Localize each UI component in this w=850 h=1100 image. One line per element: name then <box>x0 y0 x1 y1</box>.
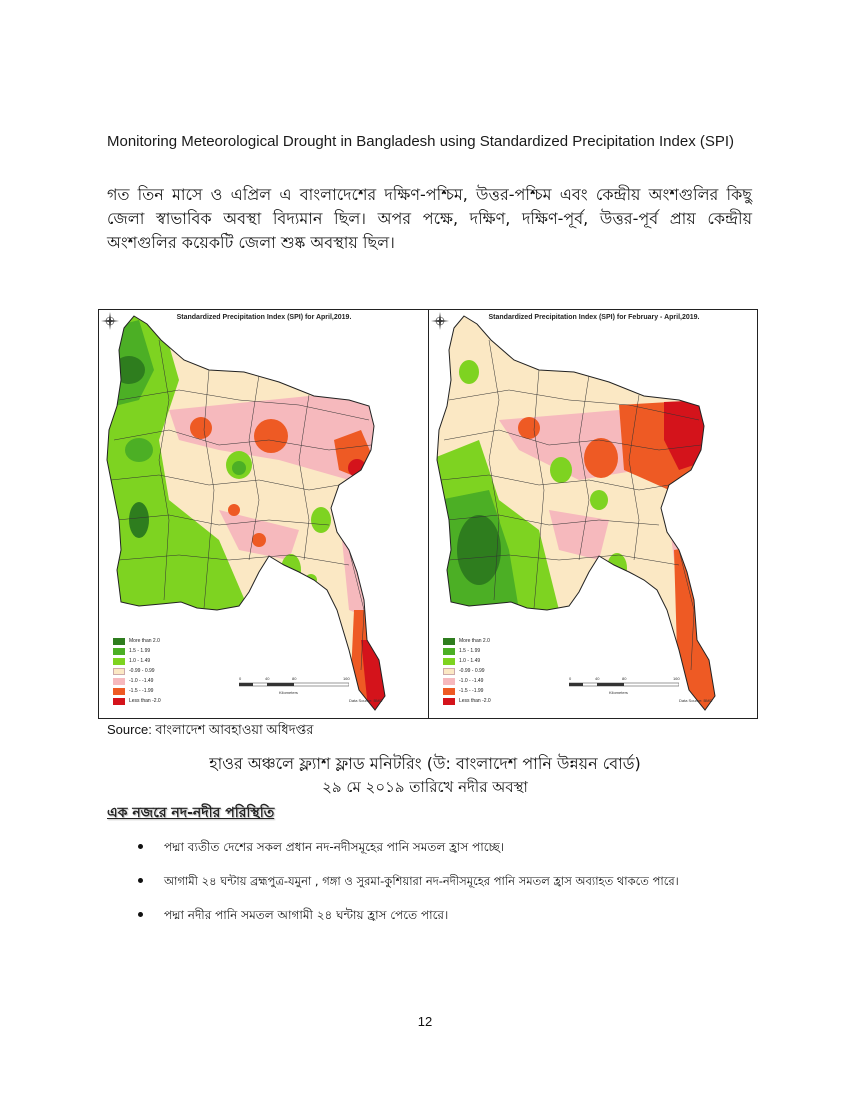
legend-label: Less than -2.0 <box>129 698 161 704</box>
scale-bar-graphic <box>569 682 679 688</box>
list-item-text: পদ্মা ব্যতীত দেশের সকল প্রধান নদ-নদীসমূহের পানি সমতল হ্রাস পাচ্ছে। <box>164 840 505 854</box>
list-item-text: আগামী ২৪ ঘন্টায় ব্রহ্মপুত্র-যমুনা , গঙ্গা ও সুরমা-কুশিয়ারা নদ-নদীসমূহের পানি সমতল হ্রাস অব্যাহত থাকতে পারে। <box>164 874 679 888</box>
bullet-icon <box>138 844 143 849</box>
legend-label: -0.99 - 0.99 <box>129 668 155 674</box>
legend-label: 1.0 - 1.49 <box>459 658 481 664</box>
scale-tick: 80 <box>622 676 627 681</box>
legend-row <box>113 636 161 646</box>
bullet-icon <box>138 912 143 917</box>
scale-tick: 40 <box>595 676 600 681</box>
bullet-icon <box>138 878 143 883</box>
left-data-source: Data Source: BMD <box>349 698 383 703</box>
legend-label: 1.5 - 1.99 <box>459 648 481 654</box>
scale-tick: 0 <box>239 676 242 681</box>
legend-swatch <box>443 678 455 685</box>
scale-bar-graphic <box>239 682 349 688</box>
scale-tick: 160 <box>343 676 350 681</box>
page-number: 12 <box>417 1014 433 1029</box>
legend-swatch <box>113 698 125 705</box>
legend-label: 1.0 - 1.49 <box>129 658 151 664</box>
legend-row <box>113 686 161 696</box>
legend-row <box>113 666 161 676</box>
at-a-glance-heading: এক নজরে নদ-নদীর পরিস্থিতি <box>107 805 275 821</box>
scale-tick: 80 <box>292 676 297 681</box>
legend-label: -1.0 - -1.49 <box>459 678 484 684</box>
river-status-date: ২৯ মে ২০১৯ তারিখে নদীর অবস্থা <box>322 778 528 796</box>
legend-row <box>443 686 491 696</box>
legend-swatch <box>113 688 125 695</box>
list-item <box>138 838 788 872</box>
legend-swatch <box>443 638 455 645</box>
legend-swatch <box>443 658 455 665</box>
legend-label: Less than -2.0 <box>459 698 491 704</box>
scale-unit: Kilometers <box>279 690 298 695</box>
legend-swatch <box>113 638 125 645</box>
legend-row <box>443 696 491 706</box>
legend-swatch <box>113 648 125 655</box>
compass-icon <box>99 310 121 332</box>
flash-flood-heading: হাওর অঞ্চলে ফ্ল্যাশ ফ্লাড মনিটরিং (উ: বাংলাদেশ পানি উন্নয়ন বোর্ড) <box>209 754 641 773</box>
legend-row <box>443 646 491 656</box>
legend-swatch <box>443 688 455 695</box>
right-map-legend <box>443 636 491 706</box>
scale-tick: 160 <box>673 676 680 681</box>
scale-unit: Kilometers <box>609 690 628 695</box>
legend-row <box>443 656 491 666</box>
legend-label: More than 2.0 <box>129 638 160 644</box>
scale-tick: 40 <box>265 676 270 681</box>
list-item-text: পদ্মা নদীর পানি সমতল আগামী ২৪ ঘন্টায় হ্রাস পেতে পারে। <box>164 908 449 922</box>
legend-swatch <box>113 678 125 685</box>
legend-row <box>113 676 161 686</box>
legend-swatch <box>443 648 455 655</box>
document-title: Monitoring Meteorological Drought in Bangladesh using Standardized Precipitation Index (SPI) <box>107 133 735 150</box>
legend-label: -1.0 - -1.49 <box>129 678 154 684</box>
summary-paragraph: গত তিন মাসে ও এপ্রিল এ বাংলাদেশের দক্ষিণ-পশ্চিম, উত্তর-পশ্চিম এবং কেন্দ্রীয় অংশগুলির কিছু জেলা স্বাভাবিক অবস্থা বিদ্যমান ছিল। অপর পক্ষে, দক্ষিণ, দক্ষিণ-পূর্ব, উত্তর-পূর্ব প্রায় কেন্দ্রীয় অংশগুলির কয়েকটি জেলা শুষ্ক অবস্থায় ছিল। <box>107 185 752 252</box>
river-situation-list <box>138 838 788 940</box>
legend-row <box>113 646 161 656</box>
right-map-title: Standardized Precipitation Index (SPI) for February - April,2019. <box>488 314 700 321</box>
right-data-source: Data Source: BMD <box>679 698 713 703</box>
legend-row <box>113 656 161 666</box>
legend-row <box>443 676 491 686</box>
spi-maps-figure <box>98 309 758 719</box>
legend-label: More than 2.0 <box>459 638 490 644</box>
figure-source: Source: বাংলাদেশ আবহাওয়া অধিদপ্তর <box>107 722 314 737</box>
legend-row <box>443 666 491 676</box>
legend-row <box>443 636 491 646</box>
legend-label: -1.5 - -1.99 <box>459 688 484 694</box>
legend-label: 1.5 - 1.99 <box>129 648 151 654</box>
compass-icon <box>429 310 451 332</box>
legend-swatch <box>443 698 455 705</box>
left-map-legend <box>113 636 161 706</box>
legend-row <box>113 696 161 706</box>
spi-map-april <box>99 310 429 718</box>
spi-map-feb-apr <box>429 310 759 718</box>
legend-swatch <box>443 668 455 675</box>
list-item <box>138 872 788 906</box>
left-map-title: Standardized Precipitation Index (SPI) for April,2019. <box>176 314 352 321</box>
legend-swatch <box>113 658 125 665</box>
legend-swatch <box>113 668 125 675</box>
list-item <box>138 906 788 940</box>
legend-label: -1.5 - -1.99 <box>129 688 154 694</box>
legend-label: -0.99 - 0.99 <box>459 668 485 674</box>
scale-tick: 0 <box>569 676 572 681</box>
